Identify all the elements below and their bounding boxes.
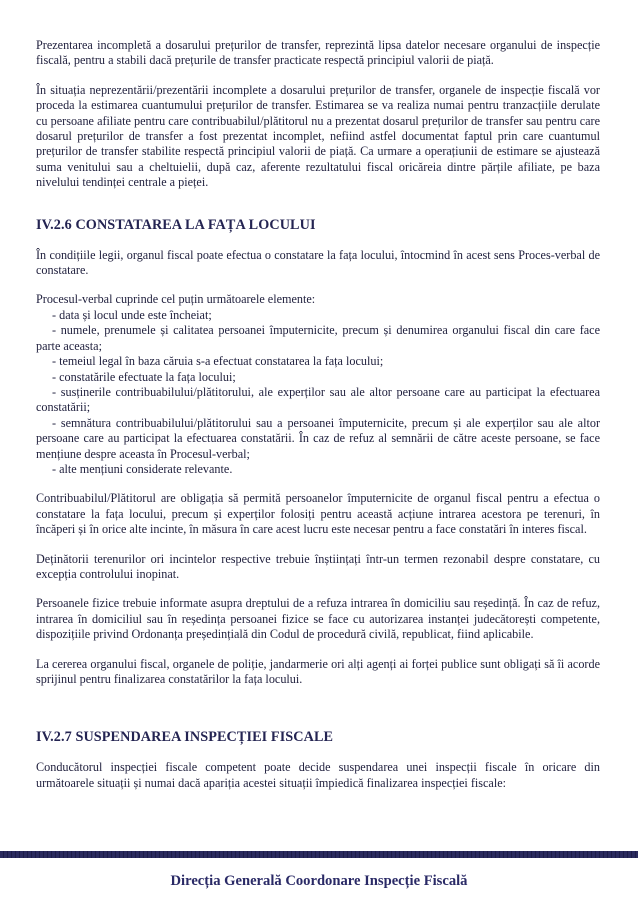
section-heading-constatarea: IV.2.6 CONSTATAREA LA FAȚA LOCULUI <box>36 216 316 233</box>
list-intro: Procesul-verbal cuprinde cel puțin următoarele elemente: <box>36 292 316 307</box>
list-item: - alte mențiuni considerate relevante. <box>52 461 233 476</box>
paragraph: Conducătorul inspecției fiscale competent poate decide suspendarea unei inspecții fiscale în oricare din următoarele situații și numai dacă apariția acestei situații împiedică finalizarea inspecției fiscale: <box>36 760 600 790</box>
page-content <box>36 38 600 791</box>
paragraph: În situația neprezentării/prezentării incomplete a dosarului prețurilor de transfer, organele de inspecție fiscală vor proceda la estimarea cuantumului prețurilor de transfer. Estimarea se va realiza numai pentru tranzacțiile derulate cu persoane afiliate pentru care contribuabilul/plătitorul nu a prezentat dosarul prețurilor de transfer sau pentru care dosarul prețurilor de transfer a fost prezentat incomplet, nefiind astfel documentat faptul prin care cuantumul prețurilor de transfer stabilite respectă principiul valorii de piață. Ca urmare a operațiunii de estimare se ajustează suma venitului sau a cheltuielii, după caz, aferente rezultatului fiscal oricăreia dintre părțile afiliate, pe baza nivelului tendinței centrale a pieței. <box>36 82 600 190</box>
list-item: - temeiul legal în baza căruia s-a efectuat constatarea la fața locului; <box>52 354 384 369</box>
footer-title: Direcția Generală Coordonare Inspecție Fiscală <box>170 873 468 889</box>
section-heading-suspendarea: IV.2.7 SUSPENDAREA INSPECȚIEI FISCALE <box>36 729 334 746</box>
list-item: - constatările efectuate la fața locului; <box>52 369 236 384</box>
elements-list <box>36 292 600 477</box>
list-item: - numele, prenumele și calitatea persoanei împuternicite, precum și denumirea organului fiscal din care face parte aceasta; <box>36 323 600 353</box>
paragraph: Persoanele fizice trebuie informate asupra dreptului de a refuza intrarea în domiciliu sau reședință. În caz de refuz, intrarea în domiciliul sau în reședința persoanei fizice se face cu autorizarea instanței judecătorești competente, dispozițiile privind Ordonanța președințială din Codul de procedură civilă, republicat, fiind aplicabile. <box>36 596 600 642</box>
footer-band <box>0 851 638 858</box>
list-item: - data și locul unde este încheiat; <box>52 307 212 322</box>
list-item: - susținerile contribuabilului/plătitorului, ale experților sau ale altor persoane care au participat la efectuarea constatării; <box>36 384 600 415</box>
paragraph: Prezentarea incompletă a dosarului prețurilor de transfer, reprezintă lipsa datelor necesare organului de inspecție fiscală, pentru a stabili dacă prețurile de transfer practicate respectă principiul valorii de piață. <box>36 38 600 68</box>
paragraph: Deținătorii terenurilor ori incintelor respective trebuie înștiințați într-un termen rezonabil despre constatare, cu excepția controlului inopinat. <box>36 551 600 581</box>
paragraph: Contribuabilul/Plătitorul are obligația să permită persoanelor împuternicite de organul fiscal pentru a efectua o constatare la fața locului, precum și experților folosiți pentru această acțiune intrarea acestora pe terenuri, în încăperi și în orice alte incinte, în măsura în care acest lucru este necesar pentru a face constatări în interes fiscal. <box>36 491 600 537</box>
paragraph: În condițiile legii, organul fiscal poate efectua o constatare la fața locului, întocmind în acest sens Proces-verbal de constatare. <box>36 247 600 278</box>
list-item: - semnătura contribuabilului/plătitorului sau a persoanei împuternicite, precum și ale experților sau ale altor persoane care au participat la efectuarea constatării. În caz de refuz al semnării de către aceste persoane, se face mențiune despre aceasta în Procesul-verbal; <box>36 415 600 461</box>
paragraph: La cererea organului fiscal, organele de poliție, jandarmerie ori alți agenți ai forței publice sunt obligați să îi acorde sprijinul pentru finalizarea constatărilor la fața locului. <box>36 656 600 686</box>
